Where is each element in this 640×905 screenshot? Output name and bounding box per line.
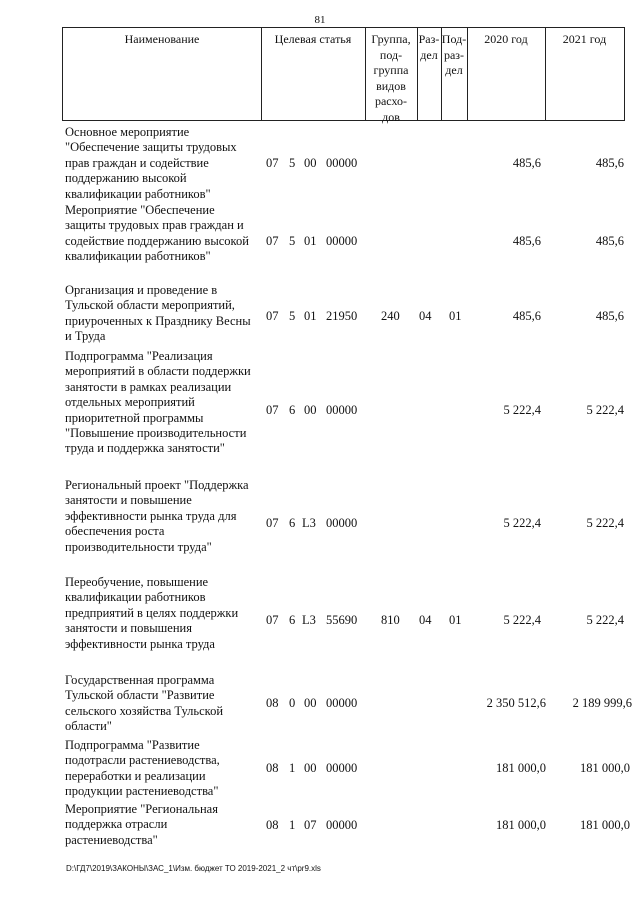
code-direction: 00000 xyxy=(326,156,358,170)
value-2020: 485,6 xyxy=(512,309,541,323)
code-event: 07 xyxy=(304,818,317,832)
row-name: Основное мероприятие "Обеспечение защиты трудовых прав граждан и содействие поддержанию высокой квалификации работников" xyxy=(65,125,237,201)
value-2020: 181 000,0 xyxy=(496,761,546,775)
footer-file-path: D:\ГД7\2019\ЗАКОНЫ\ЗАС_1\Изм. бюджет ТО 2019-2021_2 чт\pr9.xls xyxy=(66,864,321,873)
header-name: Наименование xyxy=(124,32,200,46)
code-event: 00 xyxy=(304,403,317,417)
code-event: 00 xyxy=(304,696,317,710)
code-event: L3 xyxy=(302,516,316,530)
value-2020: 5 222,4 xyxy=(503,403,541,417)
row-name: Переобучение, повышение квалификации работников предприятий в целях поддержки занятости и повышения эффективности рынка труда xyxy=(65,575,239,651)
code-direction: 00000 xyxy=(326,696,358,710)
code-event: L3 xyxy=(302,613,316,627)
code-program: 08 xyxy=(266,696,279,710)
code-subprogram: 1 xyxy=(289,761,296,775)
value-2021: 2 189 999,6 xyxy=(572,696,632,710)
row-name: Мероприятие "Региональная поддержка отрасли растениеводства" xyxy=(65,802,218,847)
code-direction: 00000 xyxy=(326,516,358,530)
code-direction: 00000 xyxy=(326,234,358,248)
row-name: Организация и проведение в Тульской области мероприятий, приуроченных к Празднику Весны и Труда xyxy=(65,283,251,344)
code-event: 00 xyxy=(304,156,317,170)
code-subprogram: 6 xyxy=(289,613,296,627)
value-2021: 5 222,4 xyxy=(586,613,624,627)
value-2020: 181 000,0 xyxy=(496,818,546,832)
value-2020: 5 222,4 xyxy=(503,613,541,627)
code-event: 01 xyxy=(304,309,317,323)
value-2021: 5 222,4 xyxy=(586,403,624,417)
code-subprogram: 0 xyxy=(289,696,296,710)
section: 04 xyxy=(419,309,432,323)
row-name: Региональный проект "Поддержка занятости и повышение эффективности рынка труда для обеспечения роста производительности труда" xyxy=(65,478,249,554)
code-program: 07 xyxy=(266,309,279,323)
value-2020: 2 350 512,6 xyxy=(486,696,546,710)
section: 04 xyxy=(419,613,432,627)
header-year-2021: 2021 год xyxy=(562,32,607,46)
code-program: 07 xyxy=(266,234,279,248)
header-section: Раз- дел xyxy=(418,32,440,62)
code-direction: 00000 xyxy=(326,818,358,832)
code-subprogram: 6 xyxy=(289,403,296,417)
value-2021: 5 222,4 xyxy=(586,516,624,530)
value-2021: 485,6 xyxy=(595,234,624,248)
value-2020: 5 222,4 xyxy=(503,516,541,530)
row-name: Мероприятие "Обеспечение защиты трудовых прав граждан и содействие поддержанию высокой квалификации работников" xyxy=(65,203,249,264)
subsection: 01 xyxy=(449,309,462,323)
value-2021: 485,6 xyxy=(595,309,624,323)
header-target-article: Целевая статья xyxy=(274,32,352,46)
code-direction: 00000 xyxy=(326,761,358,775)
value-2020: 485,6 xyxy=(512,234,541,248)
code-direction: 21950 xyxy=(326,309,358,323)
subsection: 01 xyxy=(449,613,462,627)
row-name: Подпрограмма "Реализация мероприятий в области поддержки занятости в рамках реализации отдельных мероприятий приоритетной программы "Повышение производительности труда и поддержка занятости" xyxy=(65,349,251,456)
row-name: Подпрограмма "Развитие подотрасли растениеводства, переработки и реализации продукции растениеводства" xyxy=(65,738,220,799)
expense-group: 240 xyxy=(381,309,400,323)
code-program: 07 xyxy=(266,156,279,170)
code-event: 01 xyxy=(304,234,317,248)
header-subsection: Под- раз- дел xyxy=(441,32,467,77)
table-header xyxy=(62,27,625,124)
header-year-2020: 2020 год xyxy=(484,32,528,46)
code-subprogram: 5 xyxy=(289,309,296,323)
code-subprogram: 6 xyxy=(289,516,296,530)
code-program: 07 xyxy=(266,403,279,417)
code-subprogram: 5 xyxy=(289,234,296,248)
code-program: 08 xyxy=(266,818,279,832)
code-program: 07 xyxy=(266,613,279,627)
code-event: 00 xyxy=(304,761,317,775)
code-subprogram: 5 xyxy=(289,156,296,170)
row-name: Государственная программа Тульской области "Развитие сельского хозяйства Тульской области" xyxy=(65,673,224,734)
code-program: 08 xyxy=(266,761,279,775)
code-program: 07 xyxy=(266,516,279,530)
value-2021: 181 000,0 xyxy=(580,818,630,832)
code-direction: 55690 xyxy=(326,613,358,627)
value-2020: 485,6 xyxy=(512,156,541,170)
value-2021: 181 000,0 xyxy=(580,761,630,775)
code-subprogram: 1 xyxy=(289,818,296,832)
expense-group: 810 xyxy=(381,613,400,627)
value-2021: 485,6 xyxy=(595,156,624,170)
page-number: 81 xyxy=(314,14,326,26)
header-group: Группа, под- группа видов расхо- дов xyxy=(371,32,411,124)
code-direction: 00000 xyxy=(326,403,358,417)
